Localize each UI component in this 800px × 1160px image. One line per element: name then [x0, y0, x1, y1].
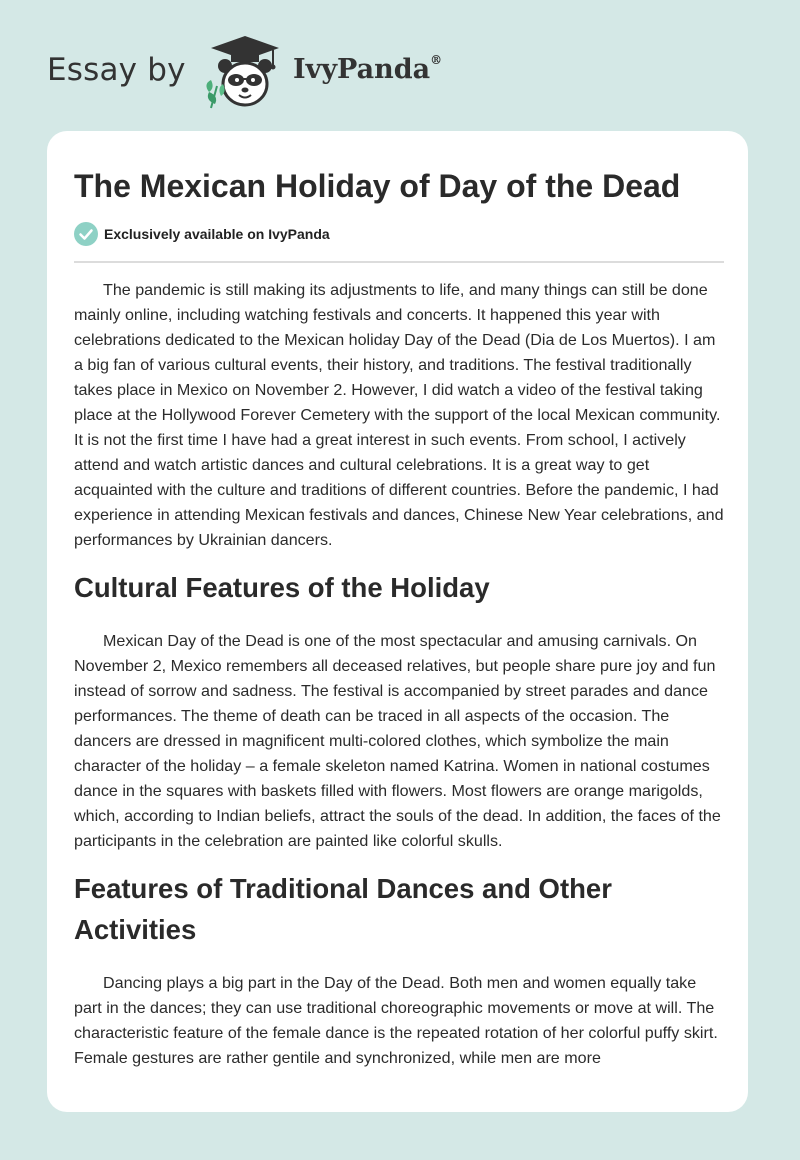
brand-name[interactable]: IvyPanda®	[293, 53, 443, 85]
divider	[74, 261, 724, 263]
essay-card	[47, 131, 748, 1112]
site-header	[47, 34, 747, 114]
section-heading-traditional-dances: Features of Traditional Dances and Other Activities	[74, 873, 612, 945]
brand-prefix: Essay by	[47, 52, 186, 88]
section-heading-cultural-features: Cultural Features of the Holiday	[74, 572, 490, 603]
paragraph: The pandemic is still making its adjustments to life, and many things can still be done mainly online, including watching festivals and concerts. It happened this year with celebrations dedicated to the Mexican holiday Day of the Dead (Dia de Los Muertos). I am a big fan of various cultural events, their history, and traditions. The festival traditionally takes place in Mexico on November 2. However, I did watch a video of the festival taking place at the Hollywood Forever Cemetery with the support of the local Mexican community. It is not the first time I have had a great interest in such events. From school, I actively attend and watch artistic dances and cultural celebrations. It is a great way to get acquainted with the culture and traditions of different countries. Before the pandemic, I had experience in attending Mexican festivals and dances, Chinese New Year celebrations, and performances by Ukrainian dancers.	[74, 281, 724, 549]
paragraph: Dancing plays a big part in the Day of the Dead. Both men and women equally take part in the dances; they can use traditional choreographic movements or move at will. The characteristic feature of the female dance is the repeated rotation of her colorful puffy skirt. Female gestures are rather gentile and synchronized, while men are more	[74, 974, 718, 1067]
paragraph: Mexican Day of the Dead is one of the most spectacular and amusing carnivals. On November 2, Mexico remembers all deceased relatives, but people share pure joy and fun instead of sorrow and sadness. The festival is accompanied by street parades and dance performances. The theme of death can be traced in all aspects of the occasion. The dancers are dressed in magnificent multi-colored clothes, which symbolize the main character of the holiday – a female skeleton named Katrina. Women in national costumes dance in the squares with baskets filled with flowers. Most flowers are orange marigolds, which, according to Indian beliefs, attract the souls of the dead. In addition, the faces of the participants in the celebration are painted like colorful skulls.	[74, 632, 721, 850]
panda-logo-icon[interactable]	[201, 34, 289, 110]
essay-title: The Mexican Holiday of Day of the Dead	[74, 168, 681, 204]
exclusive-badge	[74, 221, 724, 247]
registered-mark: ®	[430, 53, 443, 67]
check-circle-icon	[74, 222, 98, 246]
badge-text: Exclusively available on IvyPanda	[104, 226, 330, 242]
